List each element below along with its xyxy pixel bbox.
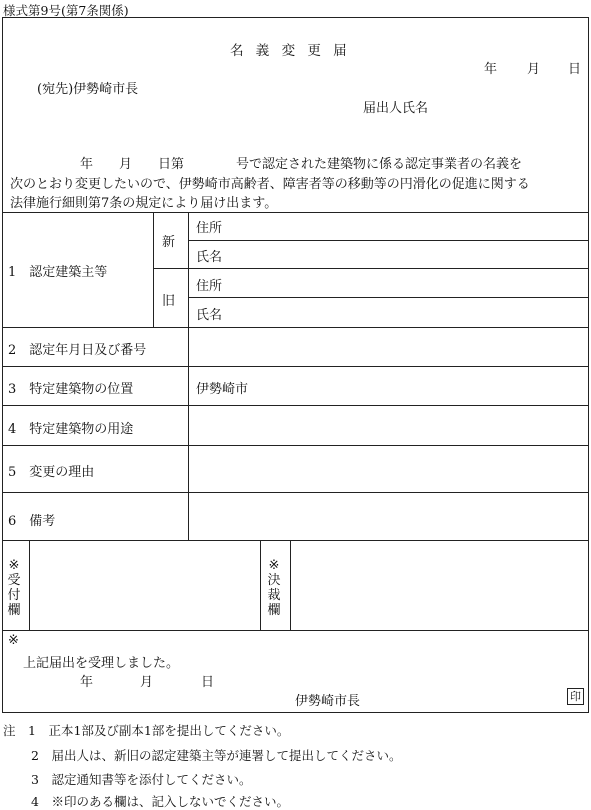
row1-label: 1 認定建築主等 bbox=[8, 265, 108, 280]
row1-line-a bbox=[188, 240, 589, 241]
reception-divider-3 bbox=[290, 540, 291, 630]
row5-bottom bbox=[2, 492, 589, 493]
note-1: 注 1 正本1部及び副本1部を提出してください。 bbox=[3, 723, 290, 738]
note-4: 4 ※印のある欄は、記入しないでください。 bbox=[31, 794, 289, 809]
acceptance-text: 上記届出を受理しました。 bbox=[23, 656, 180, 671]
row6-label: 6 備考 bbox=[8, 514, 56, 529]
date-day: 日 bbox=[568, 62, 582, 77]
decision-column-label: ※ 決 裁 欄 bbox=[267, 558, 281, 618]
old-name-label: 氏名 bbox=[196, 308, 223, 323]
row1-line-c bbox=[188, 297, 589, 298]
row3-bottom bbox=[2, 405, 589, 406]
row2-label: 2 認定年月日及び番号 bbox=[8, 343, 147, 358]
row4-label: 4 特定建築物の用途 bbox=[8, 422, 134, 437]
acceptance-month: 月 bbox=[140, 675, 154, 690]
addressee: (宛先)伊勢崎市長 bbox=[37, 82, 139, 97]
body-text-line2: 次のとおり変更したいので、伊勢崎市高齢者、障害者等の移動等の円滑化の促進に関する bbox=[10, 177, 530, 192]
date-month: 月 bbox=[527, 62, 541, 77]
row5-label: 5 変更の理由 bbox=[8, 465, 95, 480]
old-address-label: 住所 bbox=[196, 279, 223, 294]
new-name-label: 氏名 bbox=[196, 250, 223, 265]
mayor-label: 伊勢崎市長 bbox=[295, 694, 361, 709]
row2-bottom bbox=[2, 366, 589, 367]
reception-divider-2 bbox=[260, 540, 261, 630]
acceptance-day: 日 bbox=[201, 675, 215, 690]
new-label: 新 bbox=[162, 235, 176, 250]
form-title: 名 義 変 更 届 bbox=[230, 43, 351, 59]
body-text-line1: 年 月 日第 号で認定された建築物に係る認定事業者の名義を bbox=[80, 157, 523, 172]
old-label: 旧 bbox=[162, 294, 176, 309]
date-year: 年 bbox=[484, 62, 498, 77]
row6-bottom bbox=[2, 540, 589, 541]
row1-divider bbox=[153, 212, 154, 327]
note-3: 3 認定通知書等を添付してください。 bbox=[31, 772, 252, 787]
table-top-line bbox=[2, 212, 589, 213]
form-number: 様式第9号(第7条関係) bbox=[3, 3, 129, 18]
acceptance-year: 年 bbox=[80, 675, 94, 690]
applicant-name-label: 届出人氏名 bbox=[363, 101, 429, 116]
reception-bottom bbox=[2, 630, 589, 631]
label-value-divider bbox=[188, 212, 189, 540]
new-address-label: 住所 bbox=[196, 221, 223, 236]
row3-value: 伊勢崎市 bbox=[196, 382, 249, 397]
seal-mark: 印 bbox=[567, 688, 584, 705]
row1-bottom bbox=[2, 327, 589, 328]
form-frame bbox=[2, 17, 589, 713]
acceptance-mark: ※ bbox=[8, 633, 19, 648]
row4-bottom bbox=[2, 445, 589, 446]
body-text-line3: 法律施行細則第7条の規定により届け出ます。 bbox=[10, 196, 278, 211]
reception-divider-1 bbox=[29, 540, 30, 630]
row1-line-b bbox=[153, 268, 589, 269]
received-column-label: ※ 受 付 欄 bbox=[7, 558, 21, 618]
row3-label: 3 特定建築物の位置 bbox=[8, 382, 134, 397]
note-2: 2 届出人は、新旧の認定建築主等が連署して提出してください。 bbox=[31, 748, 402, 763]
